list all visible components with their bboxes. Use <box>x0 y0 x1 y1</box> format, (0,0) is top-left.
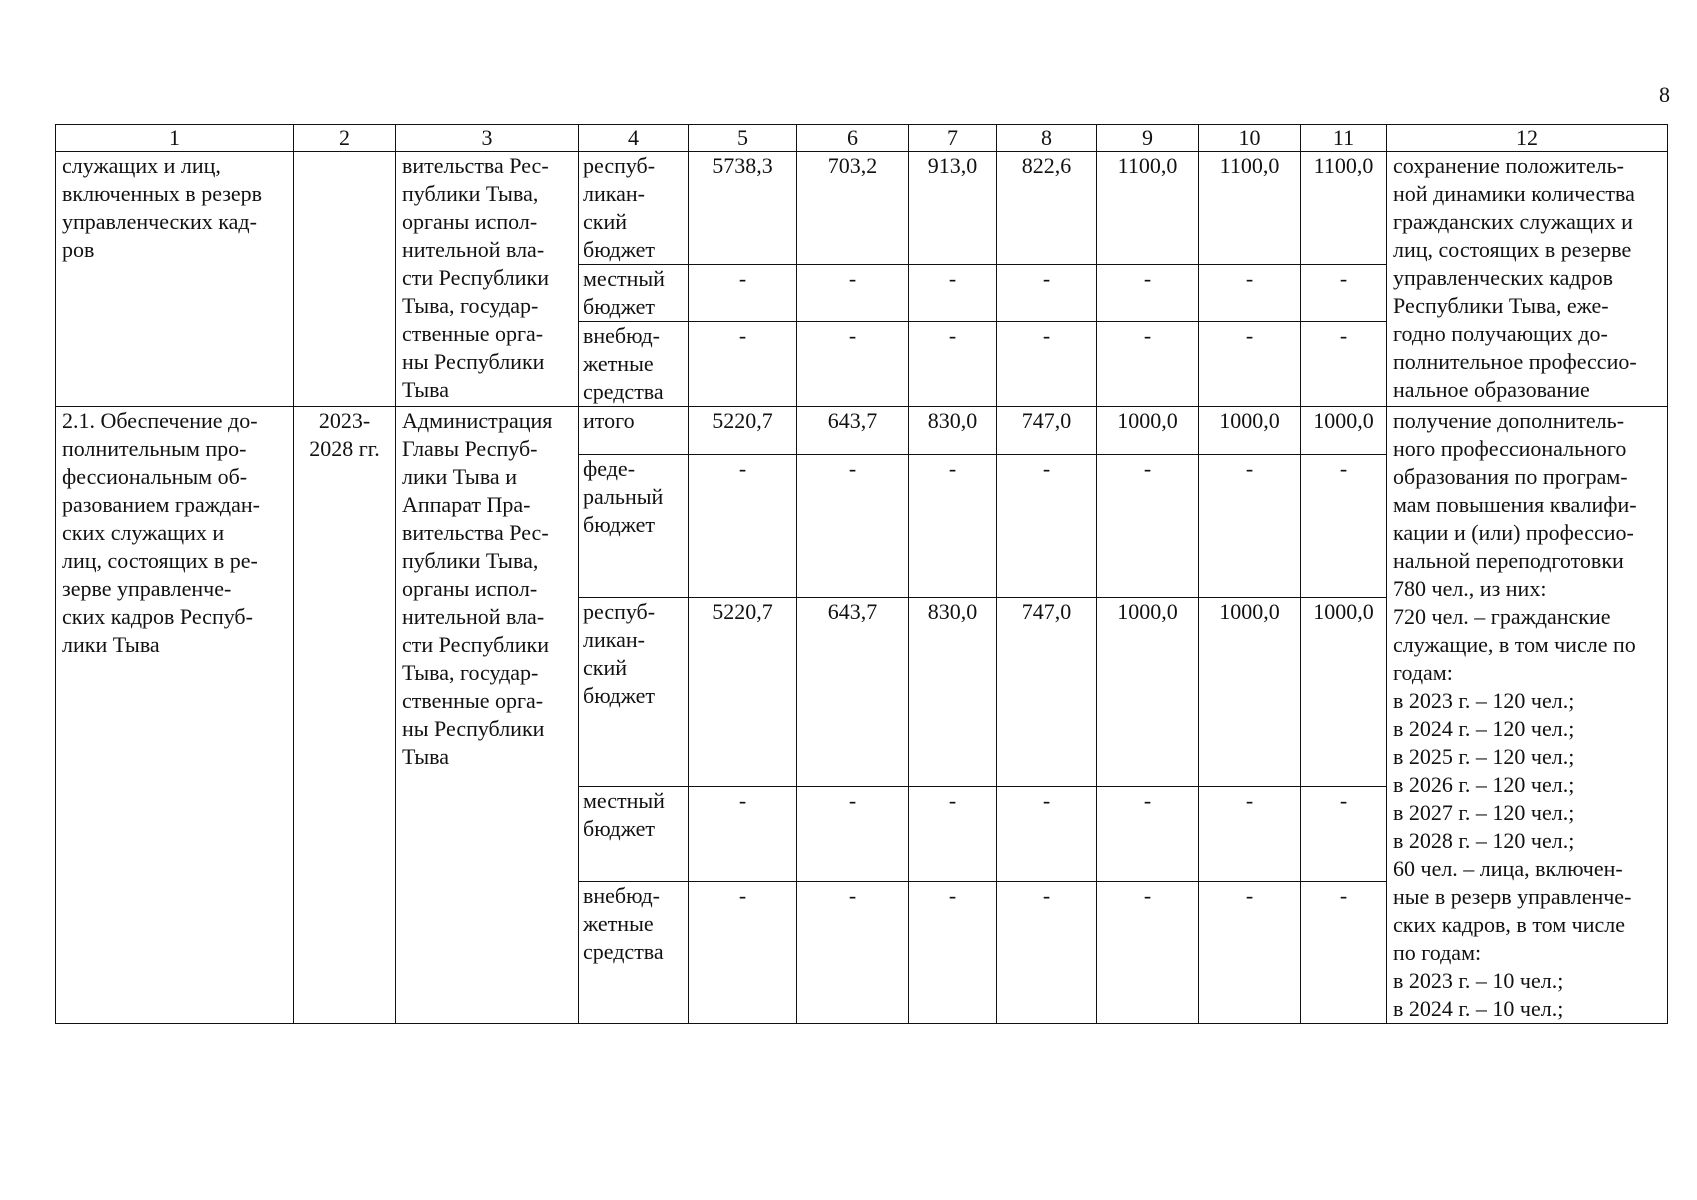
value-cell: - <box>1199 786 1301 881</box>
budget-table <box>55 124 1668 1024</box>
executor-cell: вительства Рес- публики Тыва, органы испол- нительной вла- сти Республики Тыва, государ- ственные орга- ны Республики Тыва <box>396 152 579 407</box>
value-cell: - <box>689 265 797 322</box>
executor-cell: Администрация Главы Респуб- лики Тыва и Аппарат Пра- вительства Рес- публики Тыва, органы испол- нительной вла- сти Республики Тыва, государ- ственные орга- ны Республики Тыва <box>396 407 579 1024</box>
period-cell <box>294 152 396 407</box>
value-cell: - <box>1097 265 1199 322</box>
measure-name: 2.1. Обеспечение до- полнительным про- фессиональным об- разованием граждан- ских служащих и лиц, состоящих в ре- зерве управленче- ских кадров Респуб- лики Тыва <box>56 407 294 1024</box>
value-cell: - <box>909 786 997 881</box>
value-cell: - <box>797 881 909 1023</box>
value-cell: - <box>909 322 997 407</box>
column-header: 1 <box>56 125 294 152</box>
value-cell: - <box>1097 455 1199 597</box>
value-cell: - <box>1097 322 1199 407</box>
value-cell: - <box>909 265 997 322</box>
page-number: 8 <box>1659 82 1670 107</box>
column-number-row <box>56 125 1668 152</box>
value-cell: 830,0 <box>909 597 997 786</box>
value-cell: - <box>689 786 797 881</box>
value-cell: - <box>1097 786 1199 881</box>
value-cell: 643,7 <box>797 407 909 455</box>
column-header: 3 <box>396 125 579 152</box>
value-cell: 1100,0 <box>1301 152 1387 265</box>
value-cell: 5220,7 <box>689 597 797 786</box>
value-cell: - <box>1301 881 1387 1023</box>
column-header: 6 <box>797 125 909 152</box>
value-cell: 5220,7 <box>689 407 797 455</box>
value-cell: 1000,0 <box>1097 407 1199 455</box>
value-cell: 1000,0 <box>1199 597 1301 786</box>
measure-name: служащих и лиц, включенных в резерв управленческих кад- ров <box>56 152 294 407</box>
value-cell: 5738,3 <box>689 152 797 265</box>
value-cell: - <box>997 786 1097 881</box>
value-cell: 1000,0 <box>1301 597 1387 786</box>
value-cell: 1100,0 <box>1199 152 1301 265</box>
column-header: 2 <box>294 125 396 152</box>
value-cell: 747,0 <box>997 597 1097 786</box>
value-cell: - <box>909 881 997 1023</box>
value-cell: 703,2 <box>797 152 909 265</box>
funding-source: итого <box>579 407 689 455</box>
value-cell: - <box>797 786 909 881</box>
table-row <box>56 407 1668 455</box>
column-header: 10 <box>1199 125 1301 152</box>
table-row <box>56 152 1668 265</box>
value-cell: 1000,0 <box>1199 407 1301 455</box>
value-cell: - <box>1301 322 1387 407</box>
value-cell: - <box>997 265 1097 322</box>
column-header: 7 <box>909 125 997 152</box>
value-cell: - <box>997 881 1097 1023</box>
value-cell: - <box>797 455 909 597</box>
funding-source: местный бюджет <box>579 786 689 881</box>
expected-result: сохранение положитель- ной динамики количества гражданских служащих и лиц, состоящих в резерве управленческих кадров Республики Тыва, еже- годно получающих до- полнительное профессио- нальное образование <box>1387 152 1668 407</box>
value-cell: 643,7 <box>797 597 909 786</box>
value-cell: - <box>689 881 797 1023</box>
value-cell: - <box>1097 881 1199 1023</box>
funding-source: внебюд- жетные средства <box>579 881 689 1023</box>
value-cell: 830,0 <box>909 407 997 455</box>
expected-result: получение дополнитель- ного профессионального образования по програм- мам повышения квалифи- кации и (или) профессио- нальной переподготовки 780 чел., из них: 720 чел. – гражданские служащие, в том числе по годам: в 2023 г. – 120 чел.; в 2024 г. – 120 чел.; в 2025 г. – 120 чел.; в 2026 г. – 120 чел.; в 2027 г. – 120 чел.; в 2028 г. – 120 чел.; 60 чел. – лица, включен- ные в резерв управленче- ских кадров, в том числе по годам: в 2023 г. – 10 чел.; в 2024 г. – 10 чел.; <box>1387 407 1668 1024</box>
value-cell: - <box>797 265 909 322</box>
value-cell: - <box>797 322 909 407</box>
value-cell: - <box>1199 265 1301 322</box>
value-cell: - <box>1301 455 1387 597</box>
value-cell: - <box>1199 881 1301 1023</box>
value-cell: - <box>997 322 1097 407</box>
funding-source: местный бюджет <box>579 265 689 322</box>
value-cell: - <box>1301 265 1387 322</box>
value-cell: 1000,0 <box>1301 407 1387 455</box>
funding-source: респуб- ликан- ский бюджет <box>579 152 689 265</box>
value-cell: 1000,0 <box>1097 597 1199 786</box>
funding-source: респуб- ликан- ский бюджет <box>579 597 689 786</box>
value-cell: 747,0 <box>997 407 1097 455</box>
column-header: 9 <box>1097 125 1199 152</box>
value-cell: - <box>689 455 797 597</box>
value-cell: - <box>997 455 1097 597</box>
value-cell: - <box>1199 455 1301 597</box>
value-cell: 913,0 <box>909 152 997 265</box>
funding-source: феде- ральный бюджет <box>579 455 689 597</box>
value-cell: 1100,0 <box>1097 152 1199 265</box>
funding-source: внебюд- жетные средства <box>579 322 689 407</box>
column-header: 11 <box>1301 125 1387 152</box>
value-cell: - <box>1301 786 1387 881</box>
value-cell: - <box>909 455 997 597</box>
value-cell: - <box>689 322 797 407</box>
value-cell: - <box>1199 322 1301 407</box>
column-header: 5 <box>689 125 797 152</box>
period-cell: 2023- 2028 гг. <box>294 407 396 1024</box>
value-cell: 822,6 <box>997 152 1097 265</box>
column-header: 4 <box>579 125 689 152</box>
column-header: 8 <box>997 125 1097 152</box>
column-header: 12 <box>1387 125 1668 152</box>
